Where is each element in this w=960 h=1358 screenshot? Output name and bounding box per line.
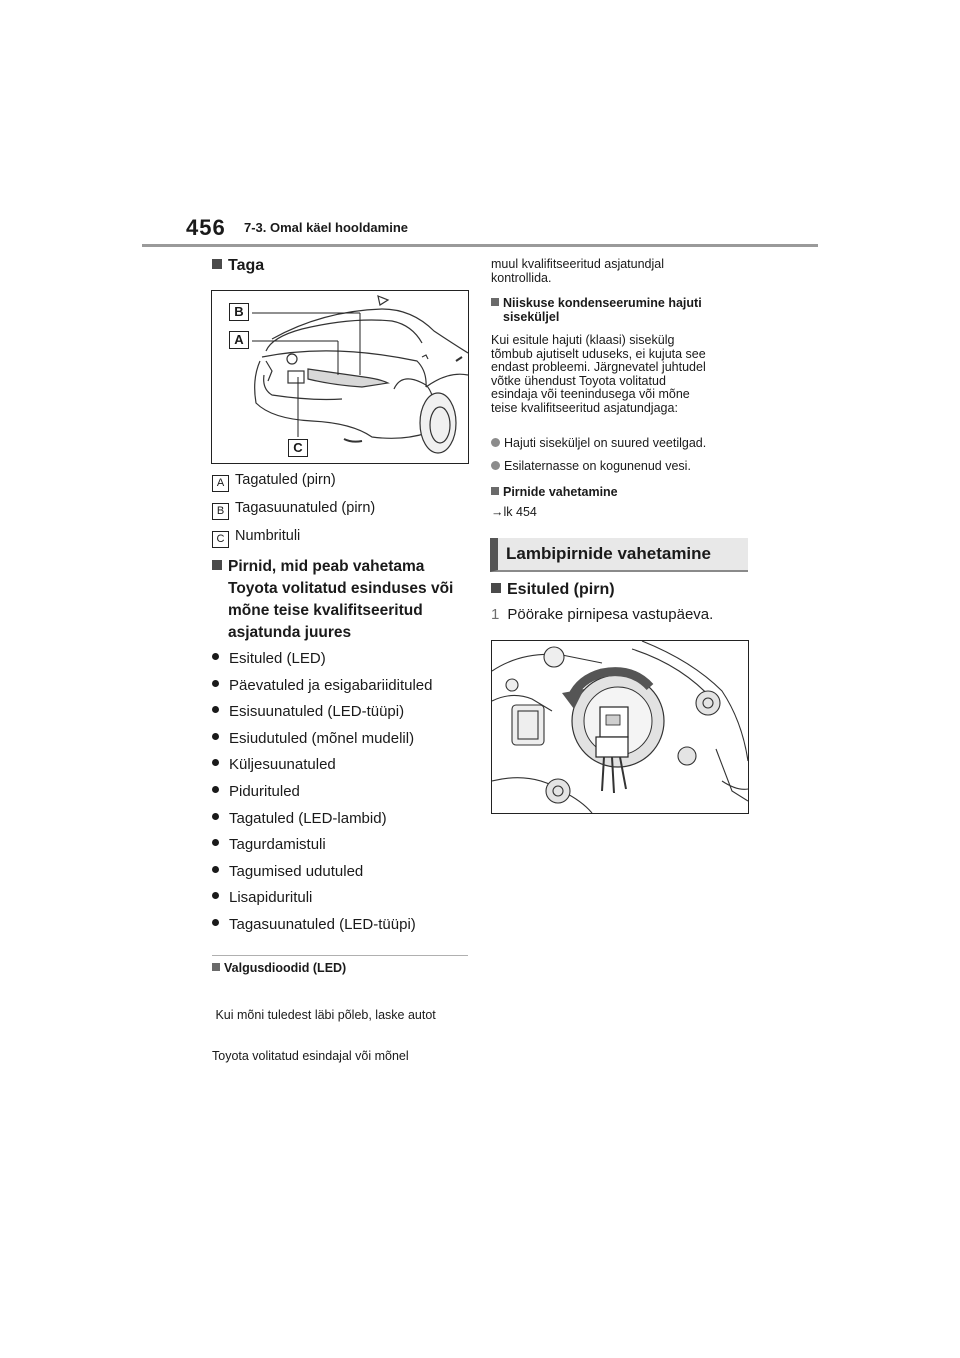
divider xyxy=(212,955,468,956)
headlight-heading: Esituled (pirn) xyxy=(491,581,615,599)
bullet-dot-icon xyxy=(212,866,219,873)
led-heading: Valgusdioodid (LED) xyxy=(212,961,346,975)
bullet-dot-icon xyxy=(212,759,219,766)
rear-heading: Taga xyxy=(212,257,264,275)
callout-a: A xyxy=(229,331,249,349)
list-item: Pidurituled xyxy=(212,779,432,806)
headlight-bulb-illustration xyxy=(492,641,748,813)
rear-lights-figure xyxy=(211,290,469,464)
bulb-change-ref: →lk 454 xyxy=(491,505,537,519)
bulb-change-heading: Pirnide vahetamine xyxy=(491,485,618,499)
square-bullet-icon xyxy=(491,487,499,495)
list-item: Esiudutuled (mõnel mudelil) xyxy=(212,726,432,753)
bullet-dot-icon xyxy=(212,839,219,846)
circle-bullet-icon xyxy=(491,461,500,470)
bullet-dot-icon xyxy=(212,919,219,926)
list-item: Tagasuunatuled (LED-tüüpi) xyxy=(212,912,432,939)
list-item: Tagumised udutuled xyxy=(212,859,432,886)
square-bullet-icon xyxy=(212,560,222,570)
bullet-dot-icon xyxy=(212,733,219,740)
legend-c: C Numbrituli xyxy=(212,528,300,548)
bullet-dot-icon xyxy=(212,892,219,899)
bullet-dot-icon xyxy=(212,680,219,687)
list-item: Küljesuunatuled xyxy=(212,752,432,779)
legend-b: B Tagasuunatuled (pirn) xyxy=(212,500,375,520)
list-item: Esituled (LED) xyxy=(212,646,432,673)
legend-key-c: C xyxy=(212,531,229,548)
bullet-dot-icon xyxy=(212,653,219,660)
car-rear-illustration xyxy=(212,291,468,463)
list-item: Päevatuled ja esigabariidituled xyxy=(212,673,432,700)
led-text-continued: muul kvalifitseeritud asjatundjal kontrollida. xyxy=(491,257,665,285)
bulb-list xyxy=(212,646,432,939)
page-number: 456 xyxy=(186,215,226,240)
circle-bullet-icon xyxy=(491,438,500,447)
square-bullet-icon xyxy=(212,259,222,269)
bullet-dot-icon xyxy=(212,706,219,713)
section-banner: Lambipirnide vahetamine xyxy=(490,538,748,572)
legend-key-a: A xyxy=(212,475,229,492)
condensation-point: Hajuti siseküljel on suured veetilgad. xyxy=(491,437,706,451)
bullet-dot-icon xyxy=(212,786,219,793)
bullet-dot-icon xyxy=(212,813,219,820)
square-bullet-icon xyxy=(212,963,220,971)
condensation-text: Kui esitule hajuti (klaasi) sisekülg tõmbub ajutiselt uduseks, ei kujuta see endast probleemi. Järgnevatel juhtudel võtke ühendust Toyota volitatud esindaja või teenindusega või mõne teise kvalifitseeritud asjatundjaga: xyxy=(491,333,706,415)
callout-b: B xyxy=(229,303,249,321)
list-item: Tagurdamistuli xyxy=(212,832,432,859)
header-rule xyxy=(142,244,818,247)
square-bullet-icon xyxy=(491,583,501,593)
list-item: Lisapidurituli xyxy=(212,885,432,912)
step-number: 1 xyxy=(491,606,500,623)
list-item: Esisuunatuled (LED-tüüpi) xyxy=(212,699,432,726)
condensation-point: Esilaternasse on kogunenud vesi. xyxy=(491,460,691,474)
section-title: 7-3. Omal käel hooldamine xyxy=(244,220,408,235)
legend-a: A Tagatuled (pirn) xyxy=(212,472,336,492)
dealer-heading: Pirnid, mid peab vahetama Toyota volitatud esinduses või mõne teise kvalifitseeritud asjatunda juures xyxy=(212,556,453,644)
condensation-heading: Niiskuse kondenseerumine hajuti siseküljel xyxy=(491,296,702,324)
square-bullet-icon xyxy=(491,298,499,306)
led-text: Kui mõni tuledest läbi põleb, laske autot Toyota volitatud esindajal või mõnel xyxy=(212,1008,436,1063)
list-item: Tagatuled (LED-lambid) xyxy=(212,806,432,833)
headlight-bulb-figure xyxy=(491,640,749,814)
callout-c: C xyxy=(288,439,308,457)
step-1: 1 Pöörake pirnipesa vastupäeva. xyxy=(491,606,714,623)
legend-key-b: B xyxy=(212,503,229,520)
